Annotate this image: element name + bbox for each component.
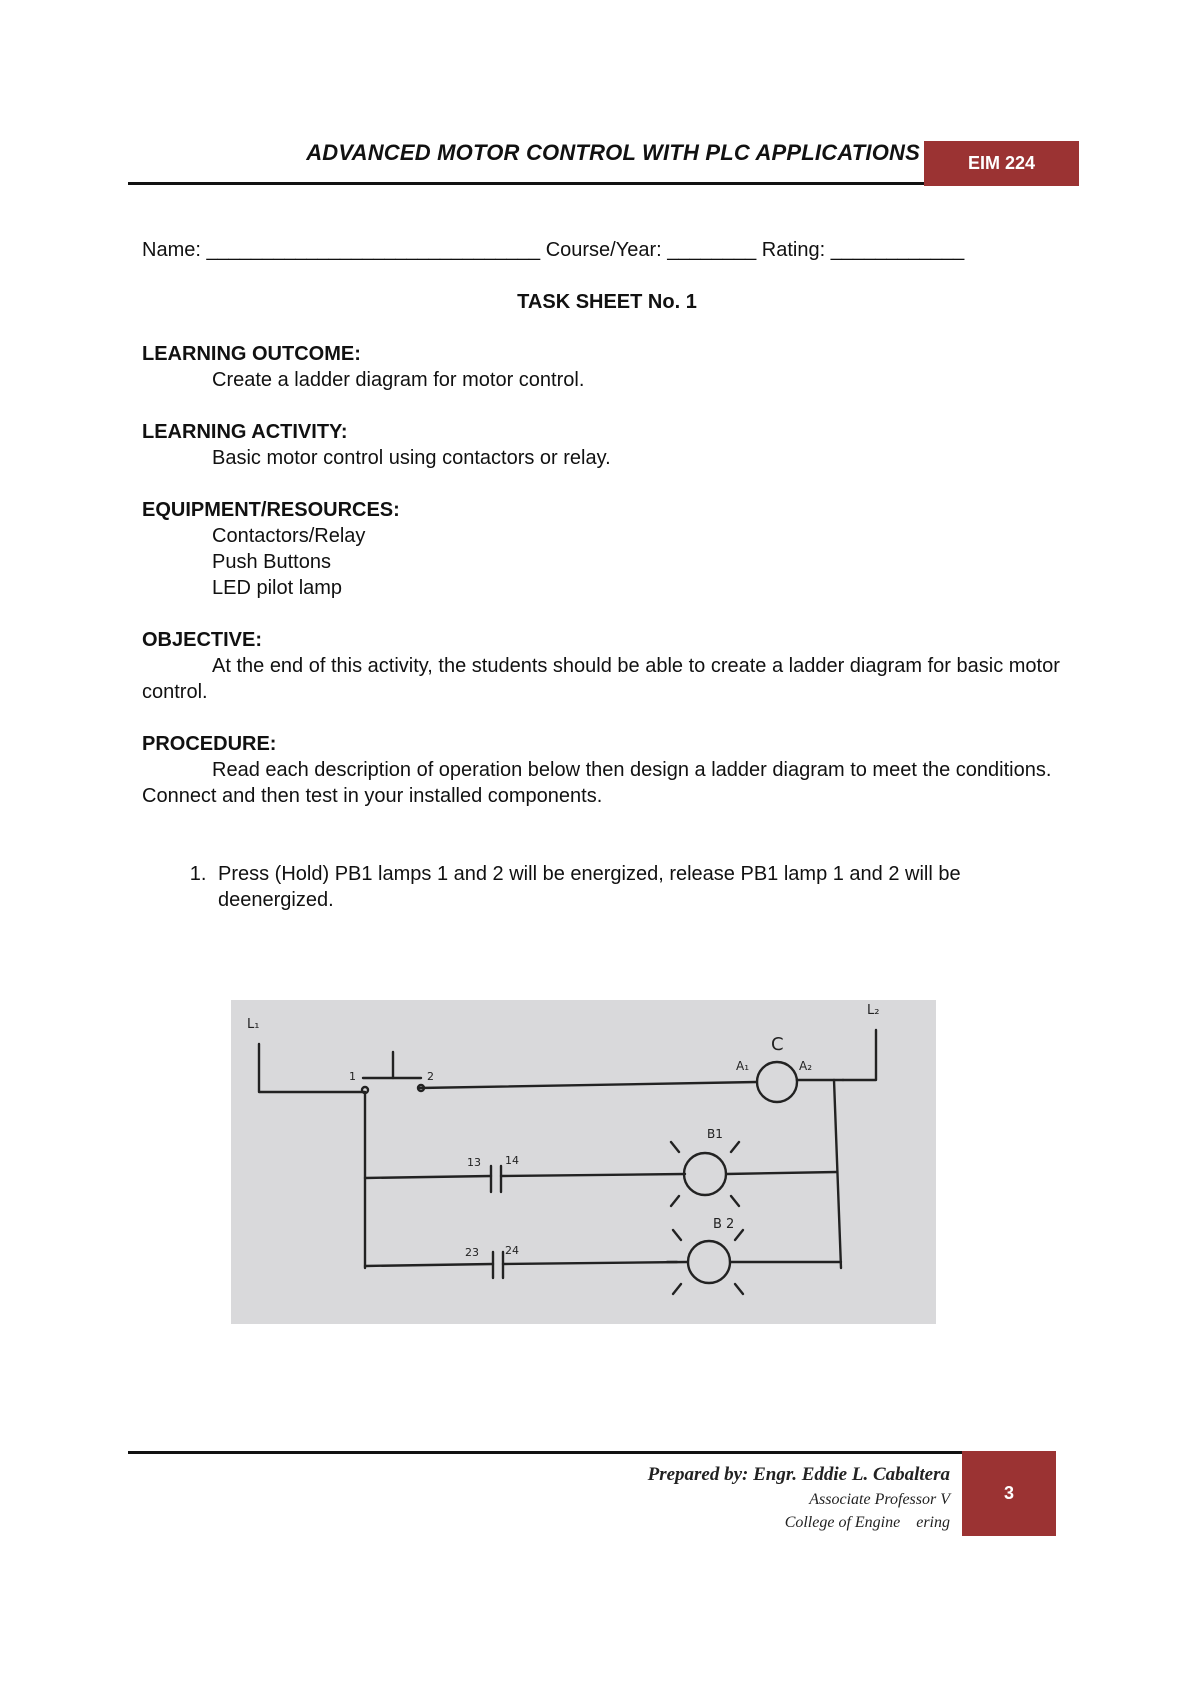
right-branch-wire (834, 1080, 841, 1268)
lamp-1-ray (671, 1142, 679, 1152)
learning-activity-text: Basic motor control using contactors or relay. (212, 447, 611, 469)
student-info-line: Name: ______________________________ Course/Year: ________ Rating: ____________ (142, 239, 965, 261)
task-sheet-title: TASK SHEET No. 1 (517, 291, 697, 313)
footer-credits (500, 1462, 950, 1534)
lamp-1-symbol (684, 1153, 726, 1195)
objective-heading: OBJECTIVE: (142, 629, 263, 651)
label-lamp-2: B 2 (713, 1217, 735, 1232)
learning-activity-heading: LEARNING ACTIVITY: (142, 421, 348, 443)
author-college: College of Engine ering (784, 1514, 950, 1531)
procedure-steps (142, 861, 1072, 913)
learning-outcome-heading: LEARNING OUTCOME: (142, 343, 361, 365)
ladder-diagram (231, 1000, 936, 1324)
equipment-heading: EQUIPMENT/RESOURCES: (142, 499, 400, 521)
document-title: ADVANCED MOTOR CONTROL WITH PLC APPLICATIONS (306, 140, 920, 165)
lamp-2-symbol (688, 1241, 730, 1283)
footer-divider (128, 1451, 963, 1454)
label-a1: A₁ (736, 1059, 750, 1073)
label-coil: C (771, 1034, 784, 1055)
lamp-2-ray (673, 1284, 681, 1294)
label-a2: A₂ (799, 1059, 813, 1073)
label-l2: L₂ (867, 1003, 880, 1018)
label-contact-1-right: 14 (505, 1154, 519, 1167)
ladder-diagram-photo (231, 1000, 936, 1324)
l2-rail (843, 1030, 876, 1080)
rung-1-wire (419, 1082, 757, 1088)
prepared-by: Prepared by: Engr. Eddie L. Cabaltera (647, 1464, 950, 1485)
rung-2-wire-mid (501, 1174, 685, 1176)
rung-2-wire-left (365, 1176, 491, 1178)
lamp-1-ray (671, 1196, 679, 1206)
equipment-item: Contactors/Relay (212, 525, 366, 547)
coil-symbol (757, 1062, 797, 1102)
lamp-2-ray (735, 1284, 743, 1294)
label-pb-right: 2 (427, 1070, 434, 1083)
procedure-heading: PROCEDURE: (142, 733, 277, 755)
lamp-2-ray (735, 1230, 743, 1240)
objective-text: At the end of this activity, the students should be able to create a ladder diagram for basic motor control. (142, 655, 1060, 703)
course-code-badge: EIM 224 (924, 141, 1079, 186)
equipment-item: LED pilot lamp (212, 577, 343, 599)
lamp-2-ray (673, 1230, 681, 1240)
lamp-1-ray (731, 1142, 739, 1152)
task-sheet-body (142, 237, 1072, 913)
l1-rail (259, 1044, 365, 1092)
lamp-1-ray (731, 1196, 739, 1206)
learning-outcome-text: Create a ladder diagram for motor control. (212, 369, 585, 391)
author-position: Associate Professor V (809, 1491, 950, 1508)
label-pb-left: 1 (349, 1070, 356, 1083)
procedure-step: 1. Press (Hold) PB1 lamps 1 and 2 will be energized, release PB1 lamp 1 and 2 will be deenergized. (212, 861, 1072, 913)
label-contact-2-left: 23 (465, 1246, 479, 1259)
label-contact-2-right: 24 (505, 1244, 519, 1257)
label-lamp-1: B1 (707, 1127, 723, 1141)
page-number-badge: 3 (962, 1451, 1056, 1536)
label-l1: L₁ (247, 1017, 260, 1032)
rung-3-wire-mid (503, 1262, 687, 1264)
header-divider (128, 182, 924, 185)
label-contact-1-left: 13 (467, 1156, 481, 1169)
rung-2-wire-right (726, 1172, 837, 1174)
equipment-item: Push Buttons (212, 551, 331, 573)
rung-3-wire-left (365, 1264, 493, 1266)
procedure-text: Read each description of operation below then design a ladder diagram to meet the conditions. Connect and then test in your installed components. (142, 759, 1052, 807)
